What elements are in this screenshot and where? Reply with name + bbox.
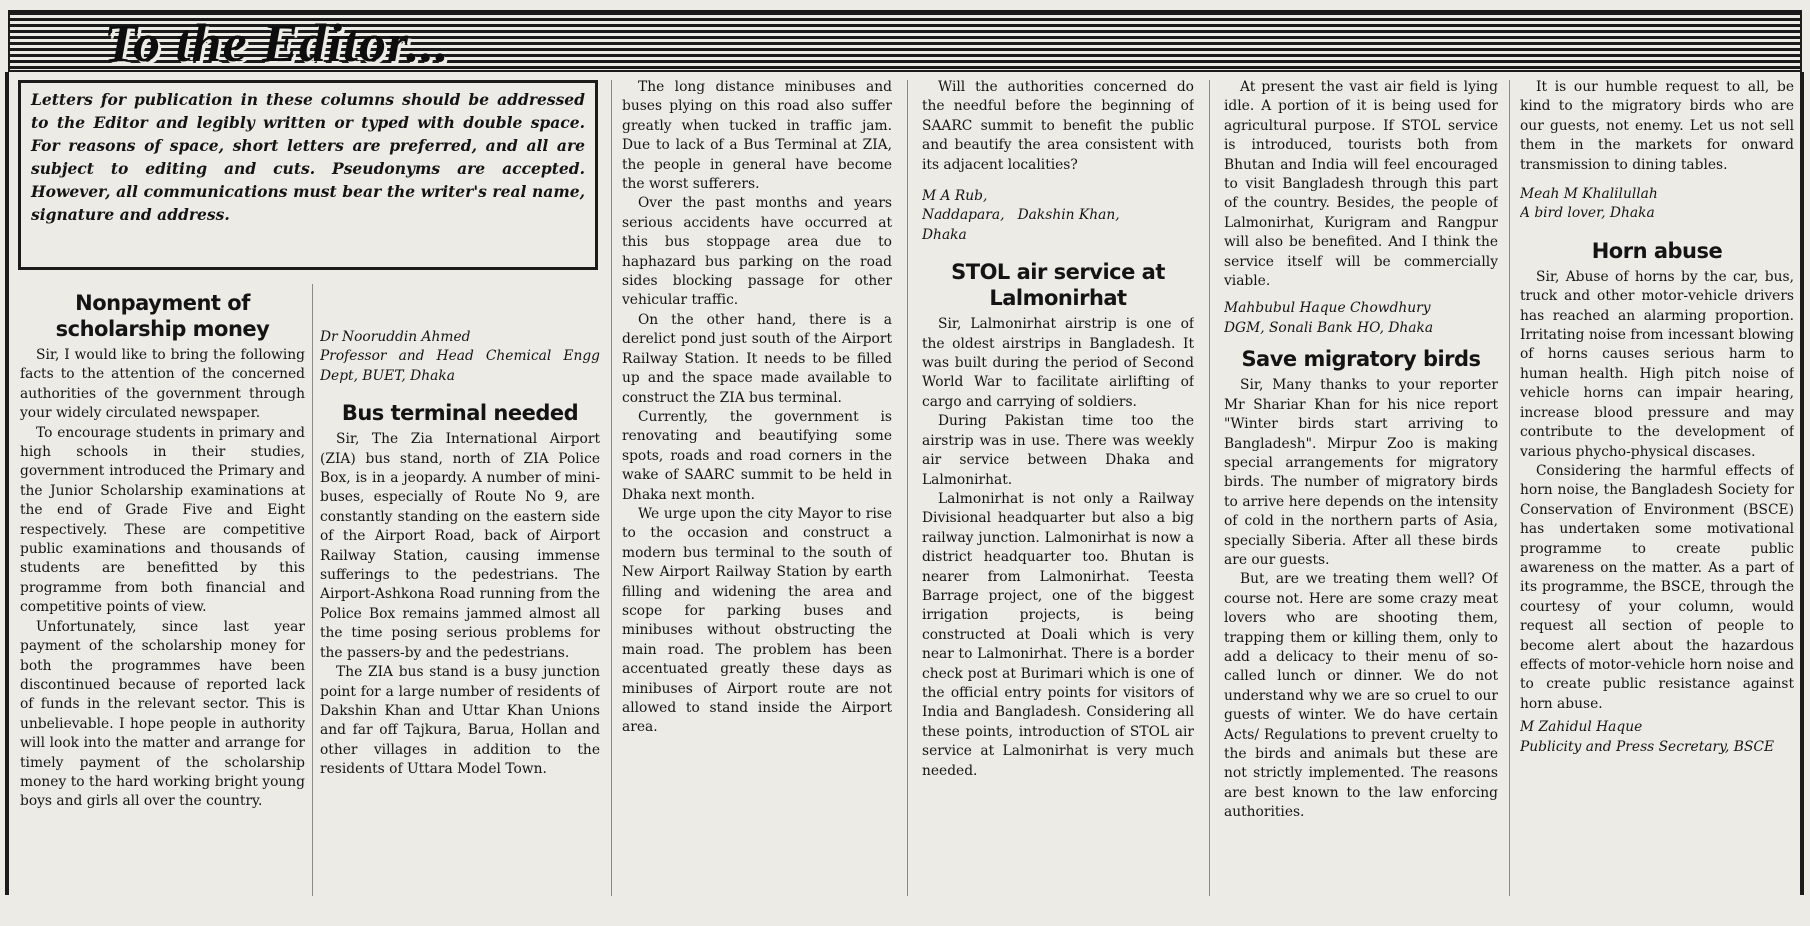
- letter-paragraph: Currently, the government is renovating and beautifying some spots, roads and road corners in the wake of SAARC summit to be held in Dhaka next month.: [622, 408, 892, 503]
- signature-title: Professor and Head Chemical Engg Dept, BUET, Dhaka: [320, 348, 600, 384]
- signature-name: M A Rub,: [922, 188, 988, 205]
- letter-signature-bus: [922, 187, 1194, 245]
- letter-paragraph: We urge upon the city Mayor to rise to the occasion and construct a modern bus terminal to the south of New Airport Railway Station by earth filling and widening the area and scope for parking buses and minibuses without obstructing the main road. The problem has been accentuated greatly these days as minibuses of Airport route are not allowed to stand inside the Airport area.: [622, 505, 892, 736]
- signature-name: Dr Nooruddin Ahmed: [320, 329, 471, 345]
- column-4: [922, 78, 1194, 900]
- letter-signature-birds: [1520, 185, 1794, 224]
- letter-paragraph: Sir, Lalmonirhat airstrip is one of the oldest airstrips in Bangladesh. It was built during the period of Second World War to facilitate airlifting of cargo and carrying of soldiers.: [922, 316, 1194, 410]
- signature-address: Naddapara, Dakshin Khan,: [922, 207, 1120, 224]
- column-divider: [611, 80, 612, 896]
- column-divider: [1509, 80, 1510, 896]
- signature-title: DGM, Sonali Bank HO, Dhaka: [1224, 319, 1434, 336]
- letter-paragraph: Sir, I would like to bring the following facts to the attention of the concerned authorities of the government through your widely circulated newspaper.: [20, 347, 305, 422]
- letter-paragraph: Will the authorities concerned do the needful before the beginning of SAARC summit to benefit the public and beautify the area consistent with its adjacent localities?: [922, 79, 1194, 173]
- column-divider: [1209, 80, 1210, 896]
- column-6: [1520, 78, 1794, 900]
- letter-paragraph: During Pakistan time too the airstrip was in use. There was weekly air service between Dhaka and Lalmonirhat.: [922, 413, 1194, 488]
- letter-signature-stol: [1224, 299, 1498, 338]
- column-5: [1224, 78, 1498, 900]
- letter-paragraph: The long distance minibuses and buses plying on this road also suffer greatly when tucked in traffic jam. Due to lack of a Bus Terminal at ZIA, the people in general have become the worst sufferers.: [622, 79, 892, 193]
- letter-signature-scholarship: [320, 328, 600, 386]
- letter-paragraph: On the other hand, there is a derelict pond just south of the Airport Railway Station. It needs to be filled up and the space made available to construct the ZIA bus terminal.: [622, 311, 892, 406]
- letter-paragraph: Considering the harmful effects of horn noise, the Bangladesh Society for Conservation of Environment (BSCE) has undertaken some motivational programme to create public awareness on the matter. As a part of its programme, the BSCE, through the courtesy of your column, would request all section of people to become alert about the hazardous effects of motor-vehicle horn noise and to create public resistance against horn abuse.: [1520, 462, 1794, 712]
- column-1: [20, 282, 305, 900]
- left-border-rule: [5, 72, 9, 895]
- section-banner: [8, 10, 1802, 72]
- signature-city: Dhaka: [922, 226, 967, 243]
- column-divider: [907, 80, 908, 896]
- letter-paragraph: The ZIA bus stand is a busy junction point for a large number of residents of Dakshin Khan and Uttar Khan Unions and far off Tajkura, Barua, Hollan and other villages in addition to the residents of Uttara Model Town.: [320, 664, 600, 778]
- column-divider: [312, 284, 313, 896]
- column-2: [320, 282, 600, 900]
- letter-paragraph: But, are we treating them well? Of course not. Here are some crazy meat lovers who are shooting them, trapping them or killing them, only to add a delicacy to their menu of so-called lunch or dinner. We do not understand why we are so cruel to our guests of winter. We do have certain Acts/ Regulations to prevent cruelty to the birds and animals but these are not strictly implemented. The reasons are best known to the law enforcing authorities.: [1224, 571, 1498, 821]
- signature-name: M Zahidul Haque: [1520, 719, 1643, 736]
- letter-paragraph: Sir, Abuse of horns by the car, bus, truck and other motor-vehicle drivers has reached an alarming proportion. Irritating noise from incessant blowing of horns causes serious harm to human health. High pitch noise of vehicle horns can impair hearing, increase blood pressure and may contribute to the development of various phycho-physical discases.: [1520, 268, 1794, 460]
- signature-name: Meah M Khalilullah: [1520, 186, 1658, 203]
- letter-paragraph: Over the past months and years serious accidents have occurred at this bus stoppage area due to haphazard bus parking on the road sides blocking passage for other vehicular traffic.: [622, 195, 892, 309]
- editor-notice-box: Letters for publication in these columns should be addressed to the Editor and legibly written or typed with double space. For reasons of space, short letters are preferred, and all are subject to editing and cuts. Pseudonyms are accepted. However, all communications must bear the writer's real name, signature and address.: [18, 80, 598, 270]
- letter-heading-bus: Bus terminal needed: [341, 401, 579, 426]
- signature-title: A bird lover, Dhaka: [1520, 205, 1655, 222]
- right-border-rule: [1800, 72, 1804, 895]
- letter-heading-stol: STOL air service at Lalmonirhat: [951, 260, 1165, 311]
- section-title: To the Editor...: [104, 13, 450, 72]
- letter-paragraph: Sir, The Zia International Airport (ZIA) bus stand, north of ZIA Police Box, is in a jeopardy. A number of mini-buses, especially of Route No 9, are constantly standing on the eastern side of the Airport Road, back of Airport Railway Station, causing immense sufferings to the pedestrians. The Airport-Ashkona Road running from the Police Box remains jammed almost all the time posing serious problems for the passers-by and the pedestrians.: [320, 431, 600, 661]
- letter-paragraph: It is our humble request to all, be kind to the migratory birds who are our guests, not enemy. Let us not sell them in the markets for onward transmission to dining tables.: [1520, 79, 1794, 173]
- letter-signature-horn: [1520, 718, 1794, 757]
- signature-title: Publicity and Press Secretary, BSCE: [1520, 738, 1775, 755]
- letter-paragraph: At present the vast air field is lying idle. A portion of it is being used for agricultural purpose. If STOL service is introduced, tourists both from Bhutan and India will feel encouraged to visit Bangladesh through this part of the country. Besides, the people of Lalmonirhat, Kurigram and Rangpur will also be benefited. And I think the service itself will be commercially viable.: [1224, 79, 1498, 290]
- letter-paragraph: To encourage students in primary and high schools in their studies, government introduced the Primary and the Junior Scholarship examinations at the end of Grade Five and Eight respectively. These are competitive public examinations and thousands of students are benefitted by this programme from both financial and competitive points of view.: [20, 424, 305, 616]
- letter-paragraph: Lalmonirhat is not only a Railway Divisional headquarter but also a big railway junction. Lalmonirhat is now a district headquarter too. Bhutan is nearer from Lalmonirhat. Teesta Barrage project, one of the biggest irrigation projects, is being constructed at Doali which is very near to Lalmonirhat. There is a border check post at Burimari which is one of the official entry points for visitors of India and Bangladesh. Considering all these points, introduction of STOL air service at Lalmonirhat is very much needed.: [922, 490, 1194, 779]
- letter-heading-birds: Save migratory birds: [1241, 347, 1481, 372]
- signature-name: Mahbubul Haque Chowdhury: [1224, 300, 1431, 317]
- letter-paragraph: Sir, Many thanks to your reporter Mr Shariar Khan for his nice report "Winter birds start arriving to Bangladesh". Mirpur Zoo is making special arrangements for migratory birds. The number of migratory birds to arrive here depends on the intensity of cold in the northern parts of Asia, specially Siberia. After all these birds are our guests.: [1224, 377, 1498, 568]
- letter-paragraph: Unfortunately, since last year payment of the scholarship money for both the programmes have been discontinued because of reported lack of funds in the relevant sector. This is unbelievable. I hope people in authority will look into the matter and arrange for timely payment of the scholarship money to the hard working bright young boys and girls all over the country.: [20, 618, 305, 810]
- column-3: [622, 78, 892, 900]
- letter-heading-horn: Horn abuse: [1591, 238, 1723, 263]
- letter-heading-scholarship: Nonpayment of scholarship money: [55, 291, 270, 341]
